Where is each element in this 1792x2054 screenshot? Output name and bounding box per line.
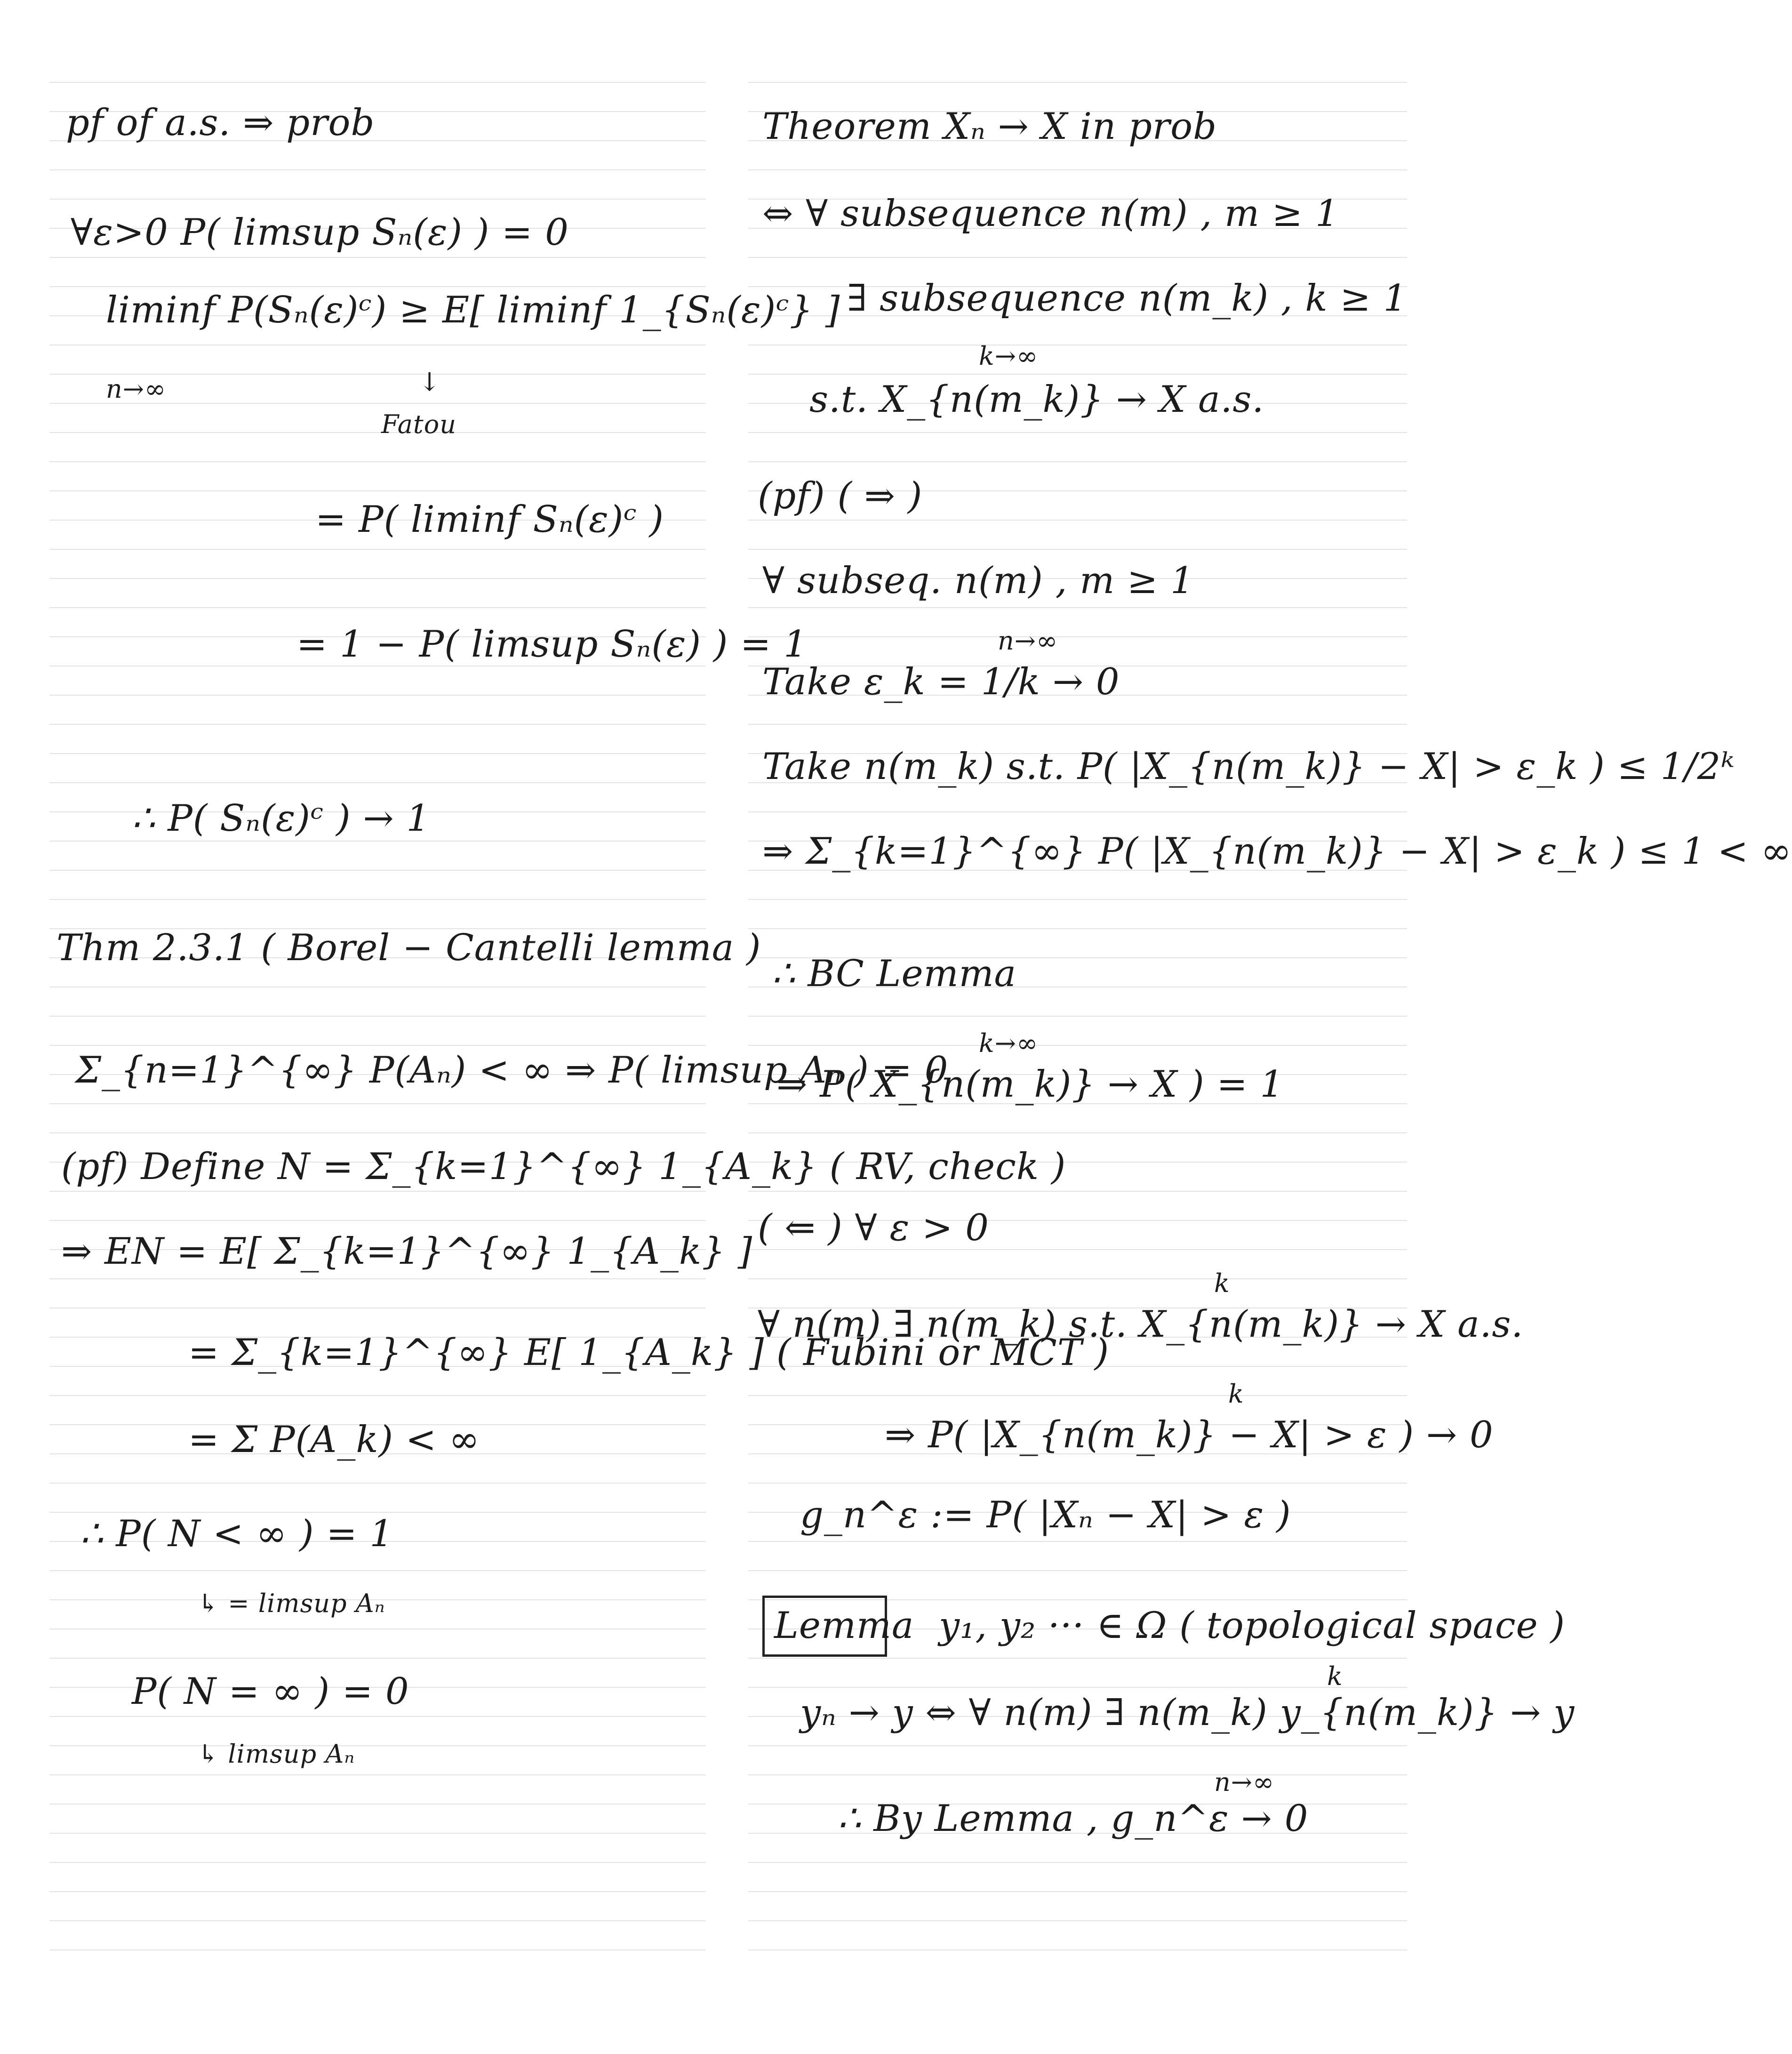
right-line-2: ⇔ ∀ subsequence n(m) , m ≥ 1 bbox=[762, 193, 1339, 235]
left-line-9: (pf) Define N = Σ_{k=1}^{∞} 1_{A_k} ( RV, check ) bbox=[61, 1146, 1066, 1188]
left-line-11: = Σ_{k=1}^{∞} E[ 1_{A_k} ] ( Fubini or MCT ) bbox=[188, 1332, 1110, 1374]
left-line-5: = 1 − P( limsup Sₙ(ε) ) = 1 bbox=[296, 623, 808, 666]
left-line-14: P( N = ∞ ) = 0 bbox=[132, 1670, 409, 1713]
right-line-17-sup: k bbox=[1327, 1661, 1343, 1691]
right-line-1-theorem: Theorem Xₙ → X in prob bbox=[762, 105, 1217, 148]
left-line-2: ∀ε>0 P( limsup Sₙ(ε) ) = 0 bbox=[71, 211, 569, 254]
right-line-4: s.t. X_{n(m_k)} → X a.s. bbox=[809, 378, 1264, 421]
right-line-13-sup: k bbox=[1214, 1268, 1230, 1298]
right-line-11: ⇒ P( X_{n(m_k)} → X ) = 1 bbox=[776, 1063, 1284, 1106]
right-lemma-label: Lemma bbox=[774, 1605, 914, 1647]
right-line-14-sup: k bbox=[1228, 1379, 1244, 1409]
right-line-8: Take n(m_k) s.t. P( |X_{n(m_k)} − X| > ε_k ) ≤ 1/2ᵏ bbox=[762, 746, 1735, 788]
right-line-4-sup: k→∞ bbox=[979, 341, 1038, 371]
left-line-6: ∴ P( Sₙ(ε)ᶜ ) → 1 bbox=[132, 797, 431, 840]
right-line-7-sup: n→∞ bbox=[998, 626, 1058, 656]
right-line-17: yₙ → y ⇔ ∀ n(m) ∃ n(m_k) y_{n(m_k)} → y bbox=[800, 1692, 1575, 1734]
right-line-18: ∴ By Lemma , g_n^ε → 0 bbox=[838, 1797, 1309, 1840]
right-line-13: ∀ n(m) ∃ n(m_k) s.t. X_{n(m_k)} → X a.s. bbox=[758, 1303, 1524, 1346]
left-line-4: = P( liminf Sₙ(ε)ᶜ ) bbox=[315, 498, 664, 541]
left-line-3: liminf P(Sₙ(ε)ᶜ) ≥ E[ liminf 1_{Sₙ(ε)ᶜ} ] bbox=[106, 289, 840, 331]
right-line-11-sup: k→∞ bbox=[979, 1028, 1038, 1058]
right-line-6: ∀ subseq. n(m) , m ≥ 1 bbox=[762, 560, 1194, 602]
left-line-3-sub: n→∞ bbox=[106, 374, 167, 404]
left-fatou-label: Fatou bbox=[381, 409, 456, 439]
right-line-9: ⇒ Σ_{k=1}^{∞} P( |X_{n(m_k)} − X| > ε_k ) ≤ 1 < ∞ bbox=[762, 830, 1792, 873]
right-line-7: Take ε_k = 1/k → 0 bbox=[762, 661, 1120, 703]
left-line-14-note: ↳ limsup Aₙ bbox=[198, 1739, 355, 1769]
right-line-3: ∃ subsequence n(m_k) , k ≥ 1 bbox=[847, 277, 1408, 320]
left-line-7-theorem: Thm 2.3.1 ( Borel − Cantelli lemma ) bbox=[56, 927, 761, 969]
right-line-12: ( ⇐ ) ∀ ε > 0 bbox=[758, 1207, 989, 1249]
right-line-14: ⇒ P( |X_{n(m_k)} − X| > ε ) → 0 bbox=[885, 1414, 1494, 1456]
rule-lines-group bbox=[49, 82, 1407, 1950]
left-line-13: ∴ P( N < ∞ ) = 1 bbox=[80, 1513, 394, 1555]
left-line-8: Σ_{n=1}^{∞} P(Aₙ) < ∞ ⇒ P( limsup Aₙ ) = 0 bbox=[75, 1049, 949, 1091]
right-line-18-sup: n→∞ bbox=[1214, 1767, 1275, 1797]
left-line-1: pf of a.s. ⇒ prob bbox=[66, 102, 375, 144]
left-arrow-down: ↓ bbox=[419, 367, 441, 397]
right-line-16: y₁, y₂ ··· ∈ Ω ( topological space ) bbox=[939, 1605, 1565, 1647]
left-line-12: = Σ P(A_k) < ∞ bbox=[188, 1419, 480, 1461]
left-line-13-note: ↳ = limsup Aₙ bbox=[198, 1589, 385, 1618]
right-line-15: g_n^ε := P( |Xₙ − X| > ε ) bbox=[800, 1494, 1291, 1536]
left-line-10: ⇒ EN = E[ Σ_{k=1}^{∞} 1_{A_k} ] bbox=[61, 1230, 753, 1273]
right-line-5: (pf) ( ⇒ ) bbox=[758, 475, 923, 517]
right-line-10: ∴ BC Lemma bbox=[772, 953, 1017, 995]
